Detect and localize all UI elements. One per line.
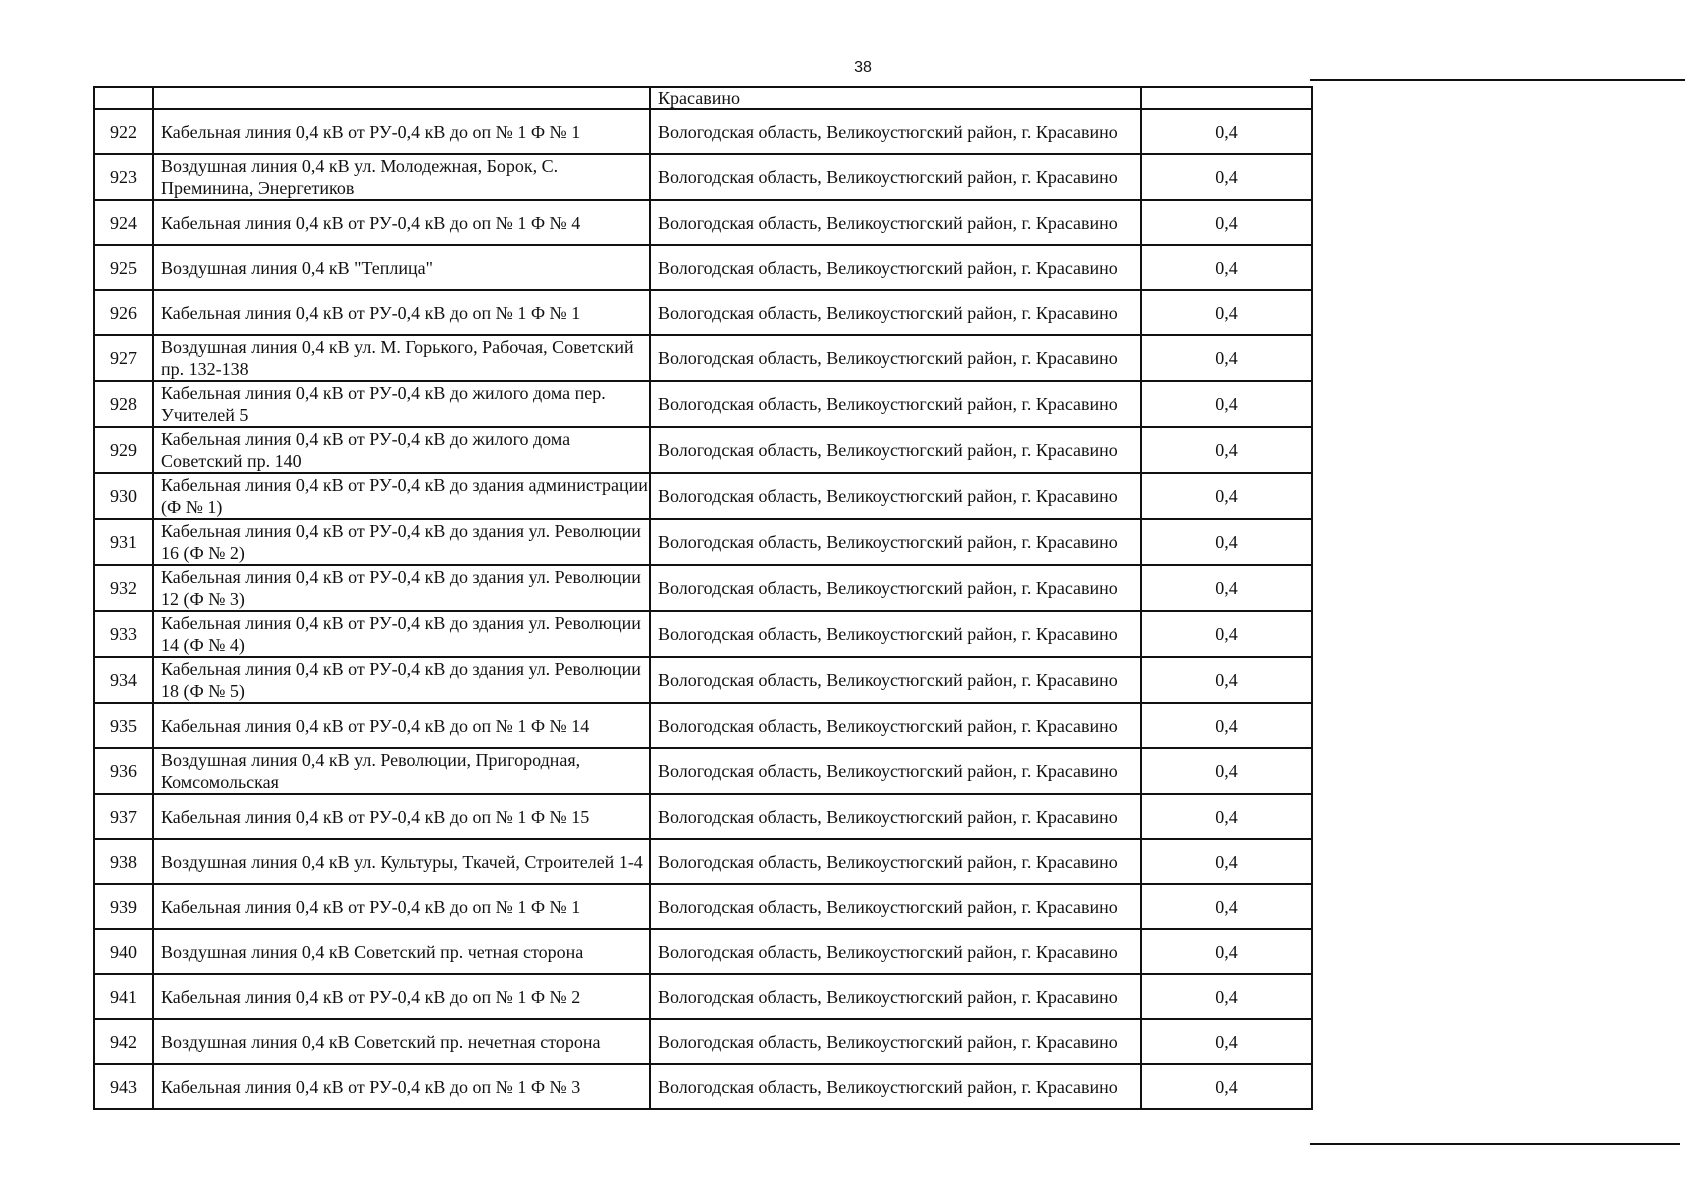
row-number: 942 [94, 1019, 153, 1064]
line-name: Воздушная линия 0,4 кВ ул. М. Горького, Рабочая, Советский пр. 132-138 [153, 335, 650, 381]
line-name: Кабельная линия 0,4 кВ от РУ-0,4 кВ до оп № 1 Ф № 1 [153, 884, 650, 929]
table-row [94, 473, 1312, 519]
row-number: 926 [94, 290, 153, 335]
line-name: Кабельная линия 0,4 кВ от РУ-0,4 кВ до здания ул. Революции 16 (Ф № 2) [153, 519, 650, 565]
table-body [94, 87, 1312, 1109]
row-number: 940 [94, 929, 153, 974]
row-number: 934 [94, 657, 153, 703]
table-row-continued [94, 87, 1312, 109]
page-number: 38 [854, 59, 872, 76]
line-address: Вологодская область, Великоустюгский район, г. Красавино [650, 1019, 1141, 1064]
table-row [94, 794, 1312, 839]
table-row [94, 565, 1312, 611]
line-name: Воздушная линия 0,4 кВ Советский пр. четная сторона [153, 929, 650, 974]
line-address: Вологодская область, Великоустюгский район, г. Красавино [650, 884, 1141, 929]
table-row [94, 884, 1312, 929]
line-name: Кабельная линия 0,4 кВ от РУ-0,4 кВ до оп № 1 Ф № 2 [153, 974, 650, 1019]
row-number: 931 [94, 519, 153, 565]
line-voltage: 0,4 [1141, 1064, 1312, 1109]
line-address: Вологодская область, Великоустюгский район, г. Красавино [650, 611, 1141, 657]
table-row [94, 657, 1312, 703]
table-row [94, 245, 1312, 290]
row-number: 937 [94, 794, 153, 839]
line-address: Вологодская область, Великоустюгский район, г. Красавино [650, 929, 1141, 974]
table-row [94, 290, 1312, 335]
line-address: Вологодская область, Великоустюгский район, г. Красавино [650, 381, 1141, 427]
line-address: Вологодская область, Великоустюгский район, г. Красавино [650, 703, 1141, 748]
line-address: Вологодская область, Великоустюгский район, г. Красавино [650, 109, 1141, 154]
num-cell [94, 87, 153, 109]
table-row [94, 109, 1312, 154]
line-address: Вологодская область, Великоустюгский район, г. Красавино [650, 154, 1141, 200]
line-voltage: 0,4 [1141, 703, 1312, 748]
objects-table [93, 86, 1313, 1110]
line-voltage: 0,4 [1141, 748, 1312, 794]
line-name: Кабельная линия 0,4 кВ от РУ-0,4 кВ до здания ул. Революции 12 (Ф № 3) [153, 565, 650, 611]
line-voltage: 0,4 [1141, 929, 1312, 974]
top-rule [1310, 79, 1685, 81]
line-name: Кабельная линия 0,4 кВ от РУ-0,4 кВ до оп № 1 Ф № 15 [153, 794, 650, 839]
line-name: Кабельная линия 0,4 кВ от РУ-0,4 кВ до здания администрации (Ф № 1) [153, 473, 650, 519]
line-address: Вологодская область, Великоустюгский район, г. Красавино [650, 473, 1141, 519]
line-name: Кабельная линия 0,4 кВ от РУ-0,4 кВ до здания ул. Революции 18 (Ф № 5) [153, 657, 650, 703]
line-address: Вологодская область, Великоустюгский район, г. Красавино [650, 839, 1141, 884]
line-name: Кабельная линия 0,4 кВ от РУ-0,4 кВ до оп № 1 Ф № 14 [153, 703, 650, 748]
row-number: 927 [94, 335, 153, 381]
row-number: 930 [94, 473, 153, 519]
row-number: 923 [94, 154, 153, 200]
line-address: Вологодская область, Великоустюгский район, г. Красавино [650, 565, 1141, 611]
table-row [94, 519, 1312, 565]
line-voltage: 0,4 [1141, 381, 1312, 427]
line-address: Вологодская область, Великоустюгский район, г. Красавино [650, 794, 1141, 839]
line-name: Воздушная линия 0,4 кВ ул. Молодежная, Борок, С. Преминина, Энергетиков [153, 154, 650, 200]
line-voltage: 0,4 [1141, 200, 1312, 245]
table-row [94, 1019, 1312, 1064]
row-number: 943 [94, 1064, 153, 1109]
line-voltage: 0,4 [1141, 794, 1312, 839]
row-number: 925 [94, 245, 153, 290]
line-name: Кабельная линия 0,4 кВ от РУ-0,4 кВ до оп № 1 Ф № 3 [153, 1064, 650, 1109]
line-address: Вологодская область, Великоустюгский район, г. Красавино [650, 519, 1141, 565]
line-address: Вологодская область, Великоустюгский район, г. Красавино [650, 245, 1141, 290]
table-row [94, 200, 1312, 245]
line-voltage: 0,4 [1141, 657, 1312, 703]
line-address: Вологодская область, Великоустюгский район, г. Красавино [650, 657, 1141, 703]
line-address: Вологодская область, Великоустюгский район, г. Красавино [650, 748, 1141, 794]
table-row [94, 839, 1312, 884]
line-name: Кабельная линия 0,4 кВ от РУ-0,4 кВ до здания ул. Революции 14 (Ф № 4) [153, 611, 650, 657]
row-number: 936 [94, 748, 153, 794]
line-voltage: 0,4 [1141, 1019, 1312, 1064]
table-row [94, 154, 1312, 200]
row-number: 939 [94, 884, 153, 929]
line-voltage: 0,4 [1141, 109, 1312, 154]
table-row [94, 1064, 1312, 1109]
row-number: 941 [94, 974, 153, 1019]
table-row [94, 611, 1312, 657]
voltage-cell [1141, 87, 1312, 109]
line-address: Вологодская область, Великоустюгский район, г. Красавино [650, 1064, 1141, 1109]
line-name: Воздушная линия 0,4 кВ Советский пр. нечетная сторона [153, 1019, 650, 1064]
table-row [94, 427, 1312, 473]
row-number: 932 [94, 565, 153, 611]
line-voltage: 0,4 [1141, 839, 1312, 884]
row-number: 928 [94, 381, 153, 427]
line-voltage: 0,4 [1141, 611, 1312, 657]
line-voltage: 0,4 [1141, 154, 1312, 200]
row-number: 924 [94, 200, 153, 245]
line-name: Кабельная линия 0,4 кВ от РУ-0,4 кВ до жилого дома пер. Учителей 5 [153, 381, 650, 427]
table-row [94, 381, 1312, 427]
bottom-rule [1310, 1143, 1680, 1145]
line-name: Кабельная линия 0,4 кВ от РУ-0,4 кВ до оп № 1 Ф № 1 [153, 109, 650, 154]
row-number: 935 [94, 703, 153, 748]
table-row [94, 703, 1312, 748]
line-voltage: 0,4 [1141, 473, 1312, 519]
line-name: Кабельная линия 0,4 кВ от РУ-0,4 кВ до оп № 1 Ф № 1 [153, 290, 650, 335]
table-row [94, 974, 1312, 1019]
line-voltage: 0,4 [1141, 974, 1312, 1019]
line-name: Воздушная линия 0,4 кВ ул. Культуры, Ткачей, Строителей 1-4 [153, 839, 650, 884]
line-voltage: 0,4 [1141, 427, 1312, 473]
line-voltage: 0,4 [1141, 245, 1312, 290]
row-number: 933 [94, 611, 153, 657]
table-row [94, 335, 1312, 381]
line-name: Воздушная линия 0,4 кВ ул. Революции, Пригородная, Комсомольская [153, 748, 650, 794]
line-voltage: 0,4 [1141, 884, 1312, 929]
row-number: 929 [94, 427, 153, 473]
line-address: Вологодская область, Великоустюгский район, г. Красавино [650, 335, 1141, 381]
address-cell: Красавино [650, 87, 1141, 109]
line-name: Кабельная линия 0,4 кВ от РУ-0,4 кВ до оп № 1 Ф № 4 [153, 200, 650, 245]
line-voltage: 0,4 [1141, 290, 1312, 335]
line-address: Вологодская область, Великоустюгский район, г. Красавино [650, 427, 1141, 473]
table-row [94, 929, 1312, 974]
line-voltage: 0,4 [1141, 565, 1312, 611]
line-address: Вологодская область, Великоустюгский район, г. Красавино [650, 200, 1141, 245]
line-voltage: 0,4 [1141, 335, 1312, 381]
row-number: 922 [94, 109, 153, 154]
line-name: Кабельная линия 0,4 кВ от РУ-0,4 кВ до жилого дома Советский пр. 140 [153, 427, 650, 473]
name-cell [153, 87, 650, 109]
line-name: Воздушная линия 0,4 кВ "Теплица" [153, 245, 650, 290]
line-address: Вологодская область, Великоустюгский район, г. Красавино [650, 290, 1141, 335]
line-address: Вологодская область, Великоустюгский район, г. Красавино [650, 974, 1141, 1019]
line-voltage: 0,4 [1141, 519, 1312, 565]
row-number: 938 [94, 839, 153, 884]
table-row [94, 748, 1312, 794]
